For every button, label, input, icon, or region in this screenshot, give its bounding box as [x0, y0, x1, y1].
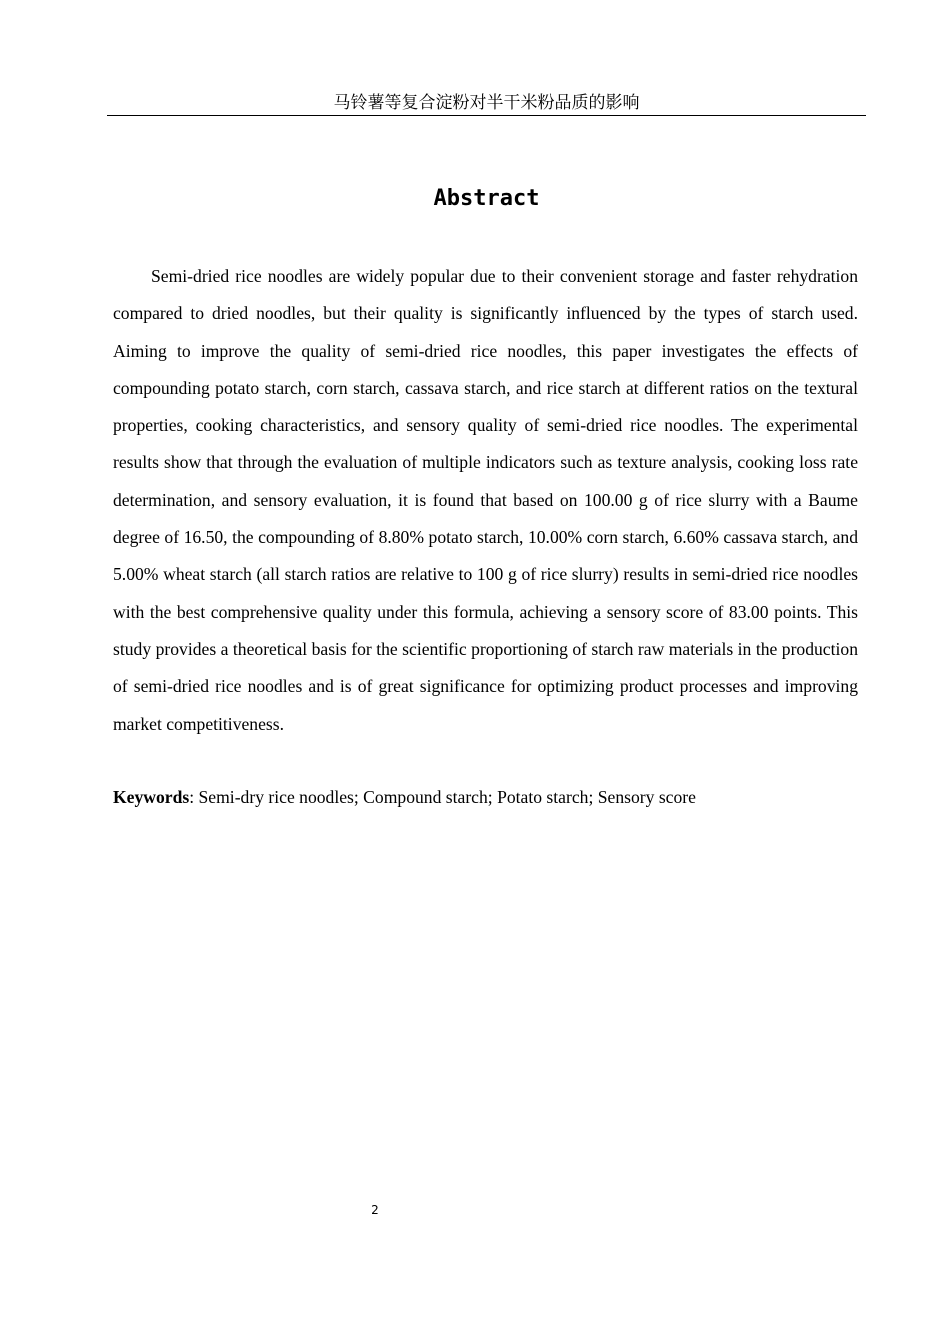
abstract-title: Abstract [433, 186, 540, 211]
abstract-body: Semi-dried rice noodles are widely popular due to their convenient storage and faster rehydration compared to dried noodles, but their quality is significantly influenced by the types of starch used. Aiming to improve the quality of semi-dried rice noodles, this paper investigates the effects of compounding potato starch, corn starch, cassava starch, and rice starch at different ratios on the textural properties, cooking characteristics, and sensory quality of semi-dried rice noodles. The experimental results show that through the evaluation of multiple indicators such as texture analysis, cooking loss rate determination, and sensory evaluation, it is found that based on 100.00 g of rice slurry with a Baume degree of 16.50, the compounding of 8.80% potato starch, 10.00% corn starch, 6.60% cassava starch, and 5.00% wheat starch (all starch ratios are relative to 100 g of rice slurry) results in semi-dried rice noodles with the best comprehensive quality under this formula, achieving a sensory score of 83.00 points. This study provides a theoretical basis for the scientific proportioning of starch raw materials in the production of semi-dried rice noodles and is of great significance for optimizing product processes and improving market competitiveness. [113, 266, 858, 734]
running-header: 马铃薯等复合淀粉对半干米粉品质的影响 [333, 93, 640, 113]
keywords-label: Keywords [113, 787, 190, 807]
header-rule [107, 115, 866, 116]
keywords-text: : Semi-dry rice noodles; Compound starch; Potato starch; Sensory score [189, 787, 696, 807]
keywords-line [113, 780, 858, 814]
page-number: 2 [371, 1203, 379, 1217]
